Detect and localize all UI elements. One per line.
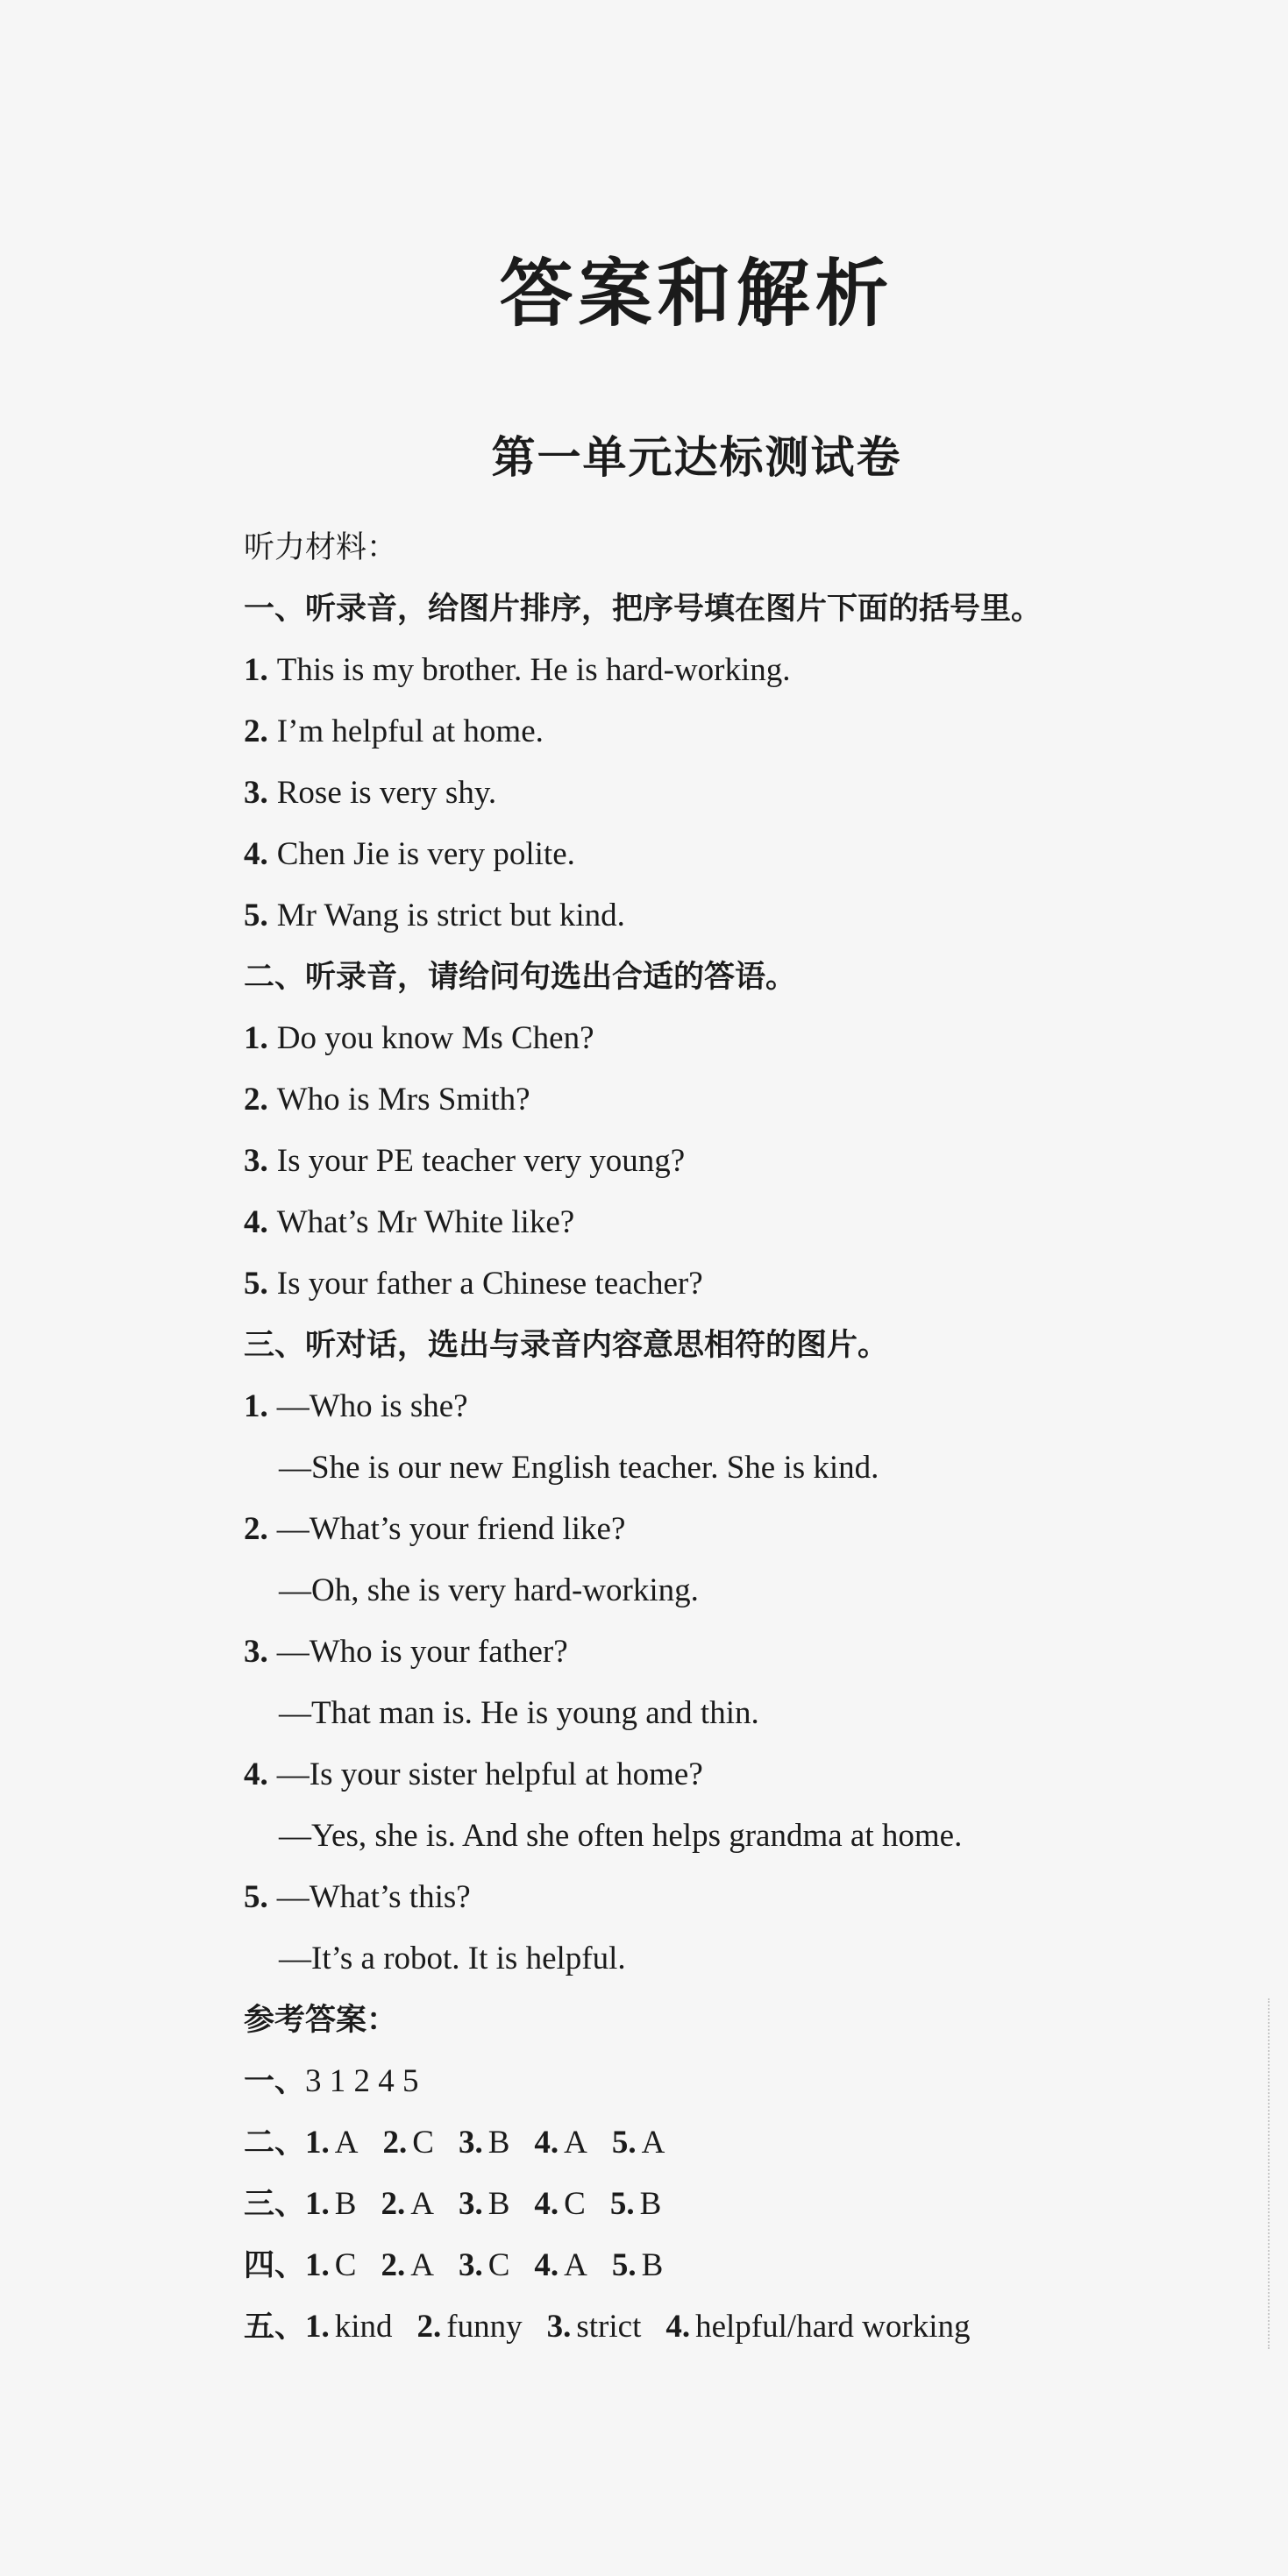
s1-item-3: 3. Rose is very shy. bbox=[244, 775, 497, 811]
s1-item-5: 5. Mr Wang is strict but kind. bbox=[244, 898, 625, 933]
s3-dialog-5-a: —It’s a robot. It is helpful. bbox=[279, 1941, 626, 1976]
s3-dialog-1-q: 1. —Who is she? bbox=[244, 1388, 468, 1424]
s1-item-4: 4. Chen Jie is very polite. bbox=[244, 836, 575, 872]
s3-dialog-5-q: 5. —What’s this? bbox=[244, 1879, 471, 1915]
section2-heading: 二、听录音，请给问句选出合适的答语。 bbox=[244, 960, 797, 995]
s2-item-3: 3. Is your PE teacher very young? bbox=[244, 1143, 686, 1179]
s3-dialog-3-q: 3. —Who is your father? bbox=[244, 1634, 568, 1670]
answer-row-2: 二、1. A 2. C 3. B 4. A 5. A bbox=[244, 2125, 665, 2161]
margin-dotted-line bbox=[1268, 1998, 1270, 2349]
page-title: 答案和解析 bbox=[499, 250, 894, 337]
s2-item-1: 1. Do you know Ms Chen? bbox=[244, 1020, 594, 1056]
s1-item-2: 2. I’m helpful at home. bbox=[244, 713, 544, 749]
answers-label: 参考答案： bbox=[244, 2003, 398, 2038]
s1-item-1: 1. This is my brother. He is hard-working. bbox=[244, 652, 791, 688]
listening-label: 听力材料： bbox=[244, 530, 398, 565]
s2-item-5: 5. Is your father a Chinese teacher? bbox=[244, 1266, 703, 1302]
s3-dialog-1-a: —She is our new English teacher. She is kind. bbox=[279, 1450, 879, 1486]
s3-dialog-4-a: —Yes, she is. And she often helps grandma at home. bbox=[279, 1818, 963, 1854]
section1-heading: 一、听录音，给图片排序，把序号填在图片下面的括号里。 bbox=[244, 592, 1042, 627]
answer-row-1: 一、3 1 2 4 5 bbox=[244, 2063, 419, 2099]
answer-row-4: 四、1. C 2. A 3. C 4. A 5. B bbox=[244, 2247, 664, 2283]
section3-heading: 三、听对话，选出与录音内容意思相符的图片。 bbox=[244, 1328, 889, 1363]
s3-dialog-2-a: —Oh, she is very hard-working. bbox=[279, 1572, 699, 1608]
s3-dialog-3-a: —That man is. He is young and thin. bbox=[279, 1695, 759, 1731]
s3-dialog-2-q: 2. —What’s your friend like? bbox=[244, 1511, 626, 1547]
s2-item-4: 4. What’s Mr White like? bbox=[244, 1204, 575, 1240]
answer-row-3: 三、1. B 2. A 3. B 4. C 5. B bbox=[244, 2186, 662, 2222]
page-subtitle: 第一单元达标测试卷 bbox=[491, 432, 902, 483]
answer-row-5: 五、1. kind 2. funny 3. strict 4. helpful/hard working bbox=[244, 2309, 971, 2345]
s3-dialog-4-q: 4. —Is your sister helpful at home? bbox=[244, 1756, 703, 1792]
s2-item-2: 2. Who is Mrs Smith? bbox=[244, 1082, 530, 1118]
